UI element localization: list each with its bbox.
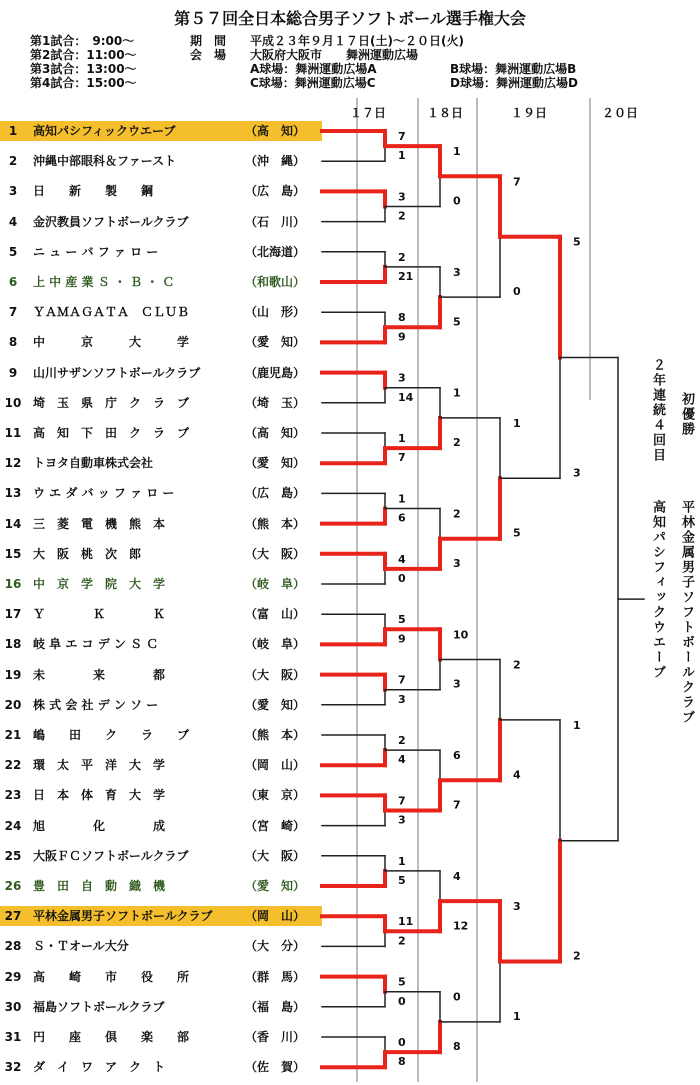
team-prefecture: （佐 賀） bbox=[244, 1060, 305, 1075]
champion-team-2: 高知パシフィックウエーブ bbox=[650, 500, 665, 680]
team-name: 上 中 産 業 Ｓ ・ Ｂ ・ Ｃ bbox=[33, 275, 175, 289]
score-top: 7 bbox=[398, 673, 406, 687]
score-bottom: 8 bbox=[453, 1040, 461, 1054]
team-number: 8 bbox=[8, 335, 18, 350]
score-bottom: 9 bbox=[398, 330, 406, 344]
score-top: 7 bbox=[398, 130, 406, 143]
team-prefecture: （高 知） bbox=[244, 426, 305, 440]
score-bottom: 12 bbox=[453, 919, 469, 933]
team-prefecture: （岐 阜） bbox=[244, 577, 305, 591]
score-bottom: 4 bbox=[513, 768, 521, 782]
team-number: 16 bbox=[4, 577, 22, 591]
team-name: 豊 田 自 動 織 機 bbox=[33, 879, 166, 893]
score-bottom: 1 bbox=[398, 149, 406, 163]
team-number: 4 bbox=[8, 214, 18, 229]
team-name: 金沢教員ソフトボールクラブ bbox=[33, 214, 189, 229]
schedule-game-4: 第4試合：15:00〜 bbox=[30, 76, 137, 90]
team-prefecture: （岐 阜） bbox=[244, 637, 305, 652]
score-bottom: 5 bbox=[453, 315, 461, 329]
team-number: 15 bbox=[4, 546, 22, 561]
team-name: ウ エ ダ バ ッ フ ァ ロ ー bbox=[33, 486, 175, 501]
team-prefecture: （愛 知） bbox=[244, 879, 305, 893]
score-top: 1 bbox=[573, 718, 581, 732]
team-number: 13 bbox=[4, 486, 22, 501]
day-header-17: １７日 bbox=[350, 106, 387, 120]
score-top: 4 bbox=[453, 869, 461, 883]
score-top: 10 bbox=[453, 628, 469, 642]
team-prefecture: （高 知） bbox=[244, 124, 305, 138]
team-prefecture: （東 京） bbox=[244, 788, 305, 803]
team-prefecture: （大 分） bbox=[244, 939, 305, 954]
score-bottom: 9 bbox=[398, 632, 406, 646]
team-prefecture: （福 島） bbox=[244, 999, 305, 1014]
score-bottom: 3 bbox=[453, 677, 461, 691]
score-bottom: 2 bbox=[398, 934, 406, 948]
team-name: 円 座 倶 楽 部 bbox=[33, 1030, 190, 1044]
score-top: 3 bbox=[398, 371, 406, 385]
score-top: 7 bbox=[513, 175, 521, 189]
team-prefecture: （富 山） bbox=[244, 607, 305, 622]
team-name: 日 本 体 育 大 学 bbox=[33, 788, 166, 803]
field-c: C球場：舞洲運動広場C bbox=[250, 76, 376, 90]
team-number: 2 bbox=[8, 154, 18, 169]
team-name: 嶋 田 ク ラ ブ bbox=[33, 728, 190, 742]
score-top: 1 bbox=[398, 854, 406, 868]
team-name: 平林金属男子ソフトボールクラブ bbox=[33, 909, 213, 924]
team-number: 28 bbox=[4, 939, 22, 954]
score-bottom: 7 bbox=[453, 798, 461, 812]
team-prefecture: （山 形） bbox=[244, 305, 305, 320]
score-bottom: 7 bbox=[398, 451, 406, 465]
team-number: 22 bbox=[4, 758, 22, 773]
score-top: 0 bbox=[453, 990, 461, 1004]
team-name: 旭 化 成 bbox=[33, 818, 166, 833]
team-prefecture: （和歌山） bbox=[244, 275, 305, 289]
team-number: 10 bbox=[4, 395, 22, 410]
team-number: 30 bbox=[4, 999, 22, 1014]
team-number: 27 bbox=[4, 909, 22, 924]
score-bottom: 3 bbox=[453, 556, 461, 570]
team-name: 山川サザンソフトボールクラブ bbox=[33, 365, 201, 380]
team-name: Ｙ Ｋ Ｋ bbox=[33, 607, 166, 622]
team-name: ＹＡＭＡＧＡＴＡ ＣＬＵＢ bbox=[33, 305, 190, 320]
team-number: 29 bbox=[4, 969, 22, 984]
tournament-title: 第５７回全日本総合男子ソフトボール選手権大会 bbox=[174, 9, 526, 28]
score-bottom: 0 bbox=[513, 285, 521, 299]
team-number: 24 bbox=[4, 818, 22, 833]
score-bottom: 2 bbox=[573, 949, 581, 963]
team-number: 14 bbox=[4, 516, 22, 531]
team-name: 株 式 会 社 デ ン ソ ー bbox=[33, 697, 159, 712]
score-bottom: 3 bbox=[398, 813, 406, 827]
score-bottom: 14 bbox=[398, 390, 414, 404]
score-top: 0 bbox=[398, 1036, 406, 1049]
team-prefecture: （熊 本） bbox=[244, 728, 305, 742]
team-number: 26 bbox=[4, 879, 22, 893]
score-bottom: 0 bbox=[453, 194, 461, 208]
team-name: 高知パシフィックウエーブ bbox=[33, 124, 176, 138]
team-prefecture: （岡 山） bbox=[244, 909, 305, 924]
score-bottom: 0 bbox=[398, 994, 406, 1008]
period-label: 期 間 bbox=[190, 34, 227, 48]
team-prefecture: （愛 知） bbox=[244, 697, 305, 712]
score-top: 5 bbox=[398, 975, 406, 989]
score-top: 2 bbox=[513, 658, 521, 672]
score-top: 11 bbox=[398, 915, 414, 929]
team-name: 未 来 都 bbox=[33, 667, 166, 682]
score-bottom: 1 bbox=[513, 1009, 521, 1023]
team-name: 三 菱 電 機 熊 本 bbox=[33, 516, 166, 531]
team-name: 大 阪 桃 次 郎 bbox=[33, 546, 142, 561]
team-name: 福島ソフトボールクラブ bbox=[33, 999, 165, 1014]
team-name: 埼 玉 県 庁 ク ラ ブ bbox=[33, 395, 190, 410]
team-prefecture: （香 川） bbox=[244, 1030, 305, 1044]
score-bottom: 5 bbox=[398, 874, 406, 887]
team-name: ニ ュ ー バ フ ァ ロ ー bbox=[33, 244, 159, 259]
period-value: 平成２３年９月１７日(土)〜２０日(火) bbox=[250, 34, 464, 48]
champion-team-1: 平林金属男子ソフトボールクラブ bbox=[679, 500, 694, 725]
day-header-19: １９日 bbox=[511, 106, 548, 120]
schedule-game-1: 第1試合： 9:00〜 bbox=[30, 34, 135, 48]
team-prefecture: （北海道） bbox=[244, 244, 305, 259]
team-prefecture: （大 阪） bbox=[244, 546, 305, 561]
team-name: 大阪ＦＣソフトボールクラブ bbox=[33, 848, 189, 863]
score-bottom: 3 bbox=[398, 692, 406, 706]
team-name: 中 京 学 院 大 学 bbox=[33, 577, 166, 591]
team-number: 31 bbox=[4, 1030, 22, 1044]
score-bottom: 6 bbox=[398, 511, 406, 525]
team-prefecture: （岡 山） bbox=[244, 758, 305, 773]
score-top: 1 bbox=[398, 432, 406, 445]
team-name: 日 新 製 鋼 bbox=[33, 184, 154, 199]
team-number: 17 bbox=[4, 607, 22, 622]
score-bottom: 0 bbox=[398, 572, 406, 585]
score-bottom: 8 bbox=[398, 1055, 406, 1069]
venue-label: 会 場 bbox=[190, 48, 227, 62]
team-prefecture: （大 阪） bbox=[244, 667, 305, 682]
team-prefecture: （沖 縄） bbox=[244, 154, 305, 169]
field-b: B球場：舞洲運動広場B bbox=[450, 62, 577, 76]
score-top: 7 bbox=[398, 794, 406, 808]
team-number: 11 bbox=[4, 426, 22, 440]
score-top: 2 bbox=[398, 734, 406, 747]
team-prefecture: （広 島） bbox=[244, 486, 305, 501]
team-number: 23 bbox=[4, 788, 22, 803]
team-number: 20 bbox=[4, 697, 22, 712]
team-prefecture: （大 阪） bbox=[244, 848, 305, 863]
team-name: 岐 阜 エ コ デ ン Ｓ Ｃ bbox=[33, 637, 159, 652]
score-top: 1 bbox=[398, 492, 406, 506]
score-bottom: 3 bbox=[573, 466, 581, 480]
team-prefecture: （愛 知） bbox=[244, 335, 305, 350]
team-number: 1 bbox=[8, 124, 18, 138]
day-header-18: １８日 bbox=[427, 106, 464, 120]
team-name: 環 太 平 洋 大 学 bbox=[33, 758, 166, 773]
team-prefecture: （広 島） bbox=[244, 184, 305, 199]
team-number: 18 bbox=[4, 637, 22, 652]
team-prefecture: （石 川） bbox=[244, 214, 305, 229]
team-prefecture: （鹿児島） bbox=[244, 365, 305, 380]
team-number: 21 bbox=[4, 728, 22, 742]
team-prefecture: （宮 崎） bbox=[244, 818, 305, 833]
team-number: 3 bbox=[8, 184, 18, 199]
score-top: 4 bbox=[398, 552, 406, 566]
team-number: 12 bbox=[4, 456, 22, 471]
score-top: 1 bbox=[453, 386, 461, 400]
team-name: 高 崎 市 役 所 bbox=[33, 969, 190, 984]
score-bottom: 2 bbox=[453, 436, 461, 450]
team-name: 沖縄中部眼科＆ファースト bbox=[33, 154, 177, 169]
score-top: 1 bbox=[513, 416, 521, 430]
score-top: 3 bbox=[513, 900, 521, 914]
team-prefecture: （群 馬） bbox=[244, 969, 305, 984]
score-top: 3 bbox=[453, 265, 461, 279]
team-number: 25 bbox=[4, 848, 22, 863]
team-name: Ｓ・Ｔオール大分 bbox=[33, 939, 129, 954]
score-top: 5 bbox=[573, 235, 581, 249]
score-top: 3 bbox=[398, 190, 406, 204]
field-a: A球場：舞洲運動広場A bbox=[250, 62, 377, 76]
score-top: 8 bbox=[398, 311, 406, 325]
score-bottom: 2 bbox=[398, 209, 406, 223]
score-top: 5 bbox=[398, 613, 406, 627]
schedule-game-3: 第3試合：13:00〜 bbox=[30, 62, 137, 76]
team-number: 6 bbox=[8, 275, 18, 289]
champion-result-2: ２年連続４回目 bbox=[650, 358, 665, 463]
team-number: 7 bbox=[8, 305, 18, 320]
champion-result-1: 初優勝 bbox=[679, 392, 694, 437]
field-d: D球場：舞洲運動広場D bbox=[450, 76, 578, 90]
score-bottom: 5 bbox=[513, 526, 521, 540]
score-bottom: 21 bbox=[398, 270, 414, 283]
team-prefecture: （愛 知） bbox=[244, 456, 305, 471]
score-top: 2 bbox=[398, 250, 406, 264]
team-name: ダ イ ワ ア ク ト bbox=[33, 1060, 166, 1075]
score-top: 1 bbox=[453, 145, 461, 159]
team-prefecture: （埼 玉） bbox=[244, 395, 305, 410]
day-header-20: ２０日 bbox=[602, 106, 639, 120]
venue-value: 大阪府大阪市 舞洲運動広場 bbox=[250, 48, 419, 62]
score-bottom: 4 bbox=[398, 753, 406, 767]
team-number: 19 bbox=[4, 667, 22, 682]
team-name: 高 知 下 田 ク ラ ブ bbox=[33, 426, 190, 440]
team-name: トヨタ自動車株式会社 bbox=[33, 456, 154, 471]
team-name: 中 京 大 学 bbox=[33, 335, 190, 350]
schedule-game-2: 第2試合：11:00〜 bbox=[30, 48, 137, 62]
score-top: 6 bbox=[453, 749, 461, 763]
team-number: 32 bbox=[4, 1060, 22, 1075]
score-top: 2 bbox=[453, 507, 461, 521]
team-prefecture: （熊 本） bbox=[244, 516, 305, 531]
team-number: 9 bbox=[8, 365, 18, 380]
team-number: 5 bbox=[8, 244, 18, 259]
